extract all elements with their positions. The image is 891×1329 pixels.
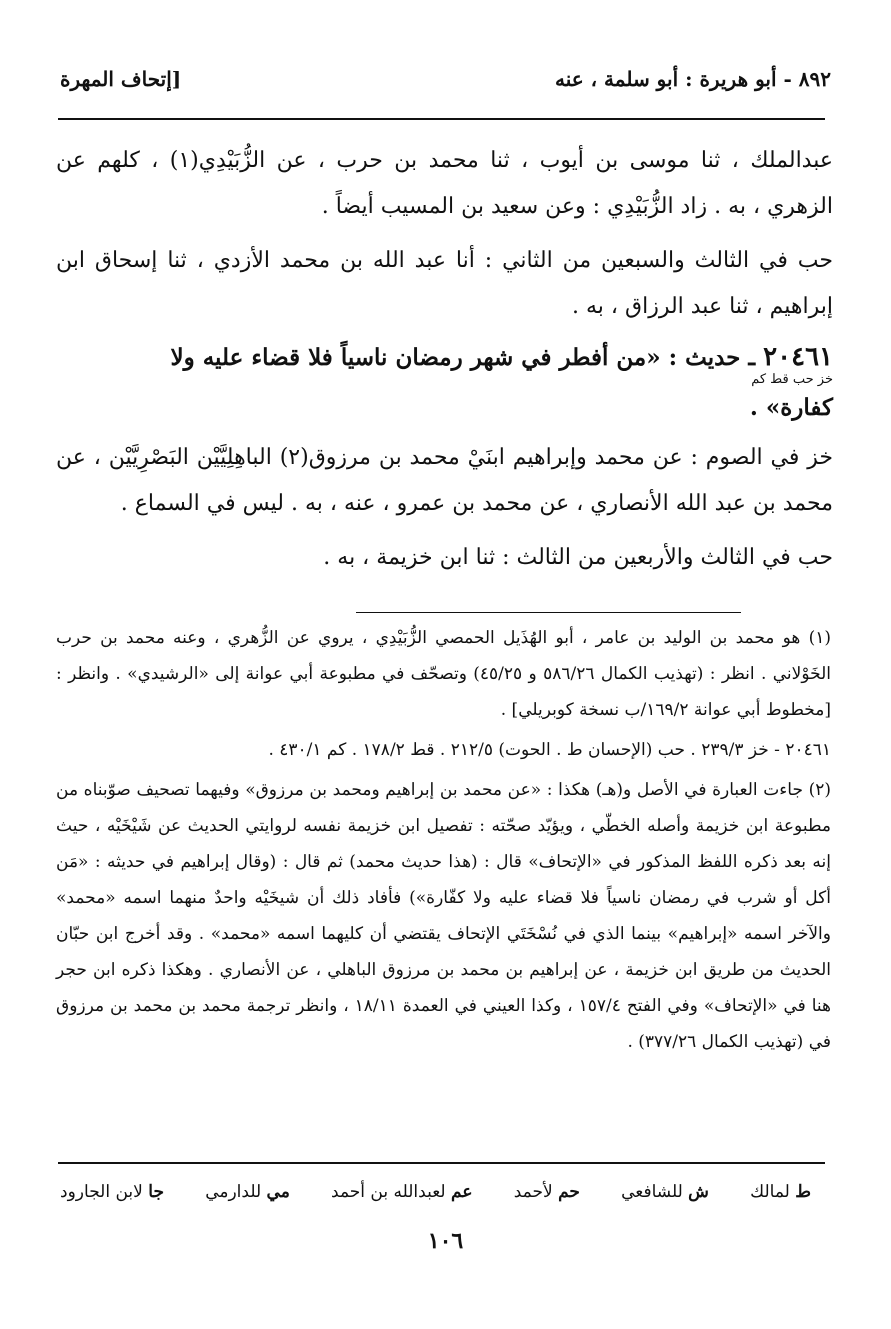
running-header <box>60 62 831 96</box>
abbreviation-legend <box>60 1170 811 1214</box>
header-rule <box>58 118 825 120</box>
legend-rule <box>58 1162 825 1164</box>
footnote-references: ٢٠٤٦١ - خز ٢٣٩/٣ . حب (الإحسان ط . الحوت) ٢١٢/٥ . قط ١٧٨/٢ . كم ٤٣٠/١ . <box>268 740 831 760</box>
hadith-end: كفارة» . <box>749 394 833 421</box>
legend-item: ش للشافعي <box>621 1182 709 1202</box>
legend-item: مي للدارمي <box>205 1182 290 1202</box>
paragraph-2: حب في الثالث والسبعين من الثاني : أنا عبد الله بن محمد الأزدي ، ثنا إسحاق ابن إبراهيم ، ثنا عبد الرزاق ، به . <box>56 248 833 319</box>
legend-item: عم لعبدالله بن أحمد <box>331 1182 473 1202</box>
paragraph-4: حب في الثالث والأربعين من الثالث : ثنا ابن خزيمة ، به . <box>323 545 833 570</box>
footnote-2: (٢) جاءت العبارة في الأصل و(هـ) هكذا : «عن محمد بن إبراهيم ومحمد بن مرزوق» وفيهما تصحيف صوّبناه من مطبوعة ابن خزيمة وأصله الخطّي ، ويؤيّد صحّته : تفصيل ابن خزيمة نفسه لروايتي الحديث عن شَيْخَيْه ، حيث إنه بعد ذكره اللفظ المذكور في «الإتحاف» قال : (هذا حديث محمد) ثم قال : (وقال إبراهيم في حديثه : «مَن أكل أو شرب في رمضان ناسياً فلا قضاء عليه ولا كفّارة») فأفاد ذلك أن شيخَيْه واحدٌ منهما اسمه «محمد» والآخر اسمه «إبراهيم» بينما الذي في نُسْخَتَي الإتحاف يقتضي أن كليهما اسمه «محمد» . وقد أخرج ابن حبّان الحديث من طريق ابن خزيمة ، عن إبراهيم بن محمد بن مرزوق الباهلي ، عن الأنصاري . وهكذا ذكره ابن حجر هنا في «الإتحاف» وفي الفتح ١٥٧/٤ ، وكذا العيني في العمدة ١٨/١١ ، وانظر ترجمة محمد بن محمد بن مرزوق في (تهذيب الكمال ٣٧٧/٢٦) . <box>56 780 832 1052</box>
hadith-text: ـ حديث : «من أفطر في شهر رمضان ناسياً فلا قضاء عليه ولا <box>170 344 756 371</box>
hadith-number: ٢٠٤٦١ <box>763 342 833 372</box>
main-text <box>56 138 833 589</box>
header-book-title: [إتحاف المهرة <box>60 67 182 91</box>
paragraph-3: خز في الصوم : عن محمد وإبراهيم ابنَيْ محمد بن مرزوق(٢) الباهِلِيَّيْن البَصْرِيَّيْن ، عن محمد بن عبد الله الأنصاري ، عن محمد بن عمرو ، عنه ، به . ليس في السماع . <box>56 445 833 516</box>
legend-item: حم لأحمد <box>513 1182 580 1202</box>
hadith-heading <box>56 338 833 427</box>
header-chapter: ٨٩٢ - أبو هريرة : أبو سلمة ، عنه <box>554 67 831 91</box>
legend-item: ط لمالك <box>750 1182 811 1202</box>
paragraph-1: عبدالملك ، ثنا موسى بن أيوب ، ثنا محمد بن حرب ، عن الزُّبَيْدِي(١) ، كلهم عن الزهري ، به . زاد الزُّبَيْدِي : وعن سعيد بن المسيب أيضاً . <box>56 148 833 219</box>
footnotes <box>56 620 831 1064</box>
footnote-1: (١) هو محمد بن الوليد بن عامر ، أبو الهُذَيل الحمصي الزُّبَيْدِي ، يروي عن الزُّهري ، وعنه محمد بن حرب الخَوْلاني . انظر : (تهذيب الكمال ٥٨٦/٢٦ و ٤٥/٢٥) وتصحّف في مطبوعة أبي عوانة إلى «الرشيدي» . وانظر : [مخطوط أبي عوانة ١٦٩/٢/ب نسخة كوبريلي] . <box>56 628 831 720</box>
legend-item: جا لابن الجارود <box>60 1182 164 1202</box>
footnote-separator <box>356 612 741 613</box>
page-number: ١٠٦ <box>427 1228 464 1254</box>
hadith-sigla: خز حب قط كم <box>751 372 833 387</box>
